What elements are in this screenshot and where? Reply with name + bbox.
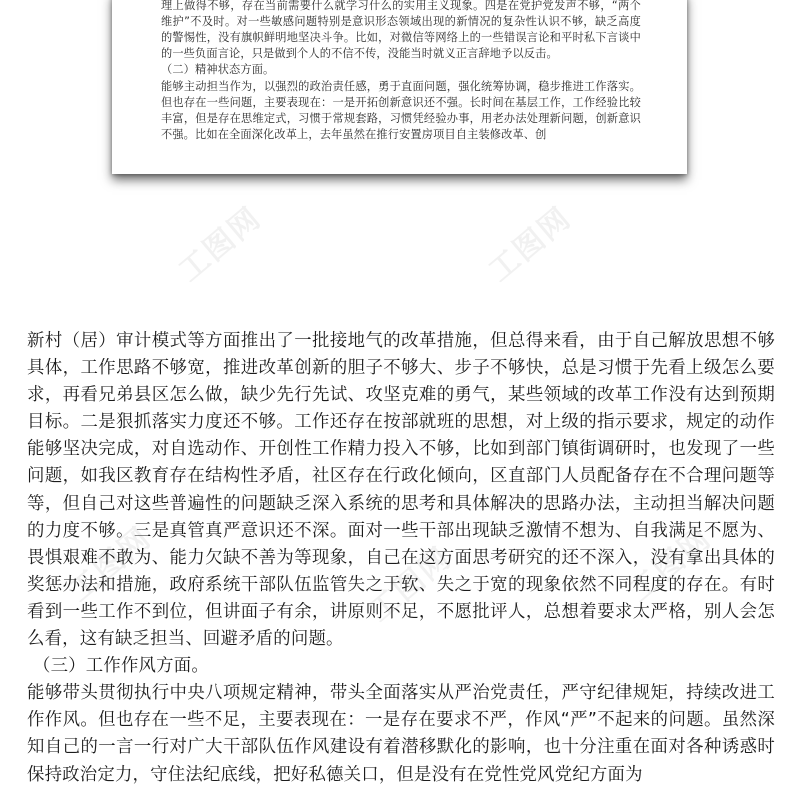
document-preview-card xyxy=(112,0,687,174)
watermark-text: 工图网 xyxy=(362,540,459,629)
preview-section-heading: （二）精神状态方面。 xyxy=(161,63,275,77)
watermark-text: 工图网 xyxy=(62,520,159,609)
preview-paragraph: 能够主动担当作为，以强烈的政治责任感，勇于直面问题，强化统筹协调，稳步推进工作落实。但也存在一些问题，主要表现在：一是开拓创新意识还不强。长时间在基层工作，工作经验比较丰富，但是存在思维定式，习惯于常规套路，习惯凭经验办事，用老办法处理新问题，创新意识不强。比如在全面深化改革上，去年虽然在推行安置房项目自主装修改革、创 xyxy=(161,79,641,141)
preview-paragraph: 理上做得不够，存在当前需要什么就学习什么的实用主义现象。四是在党护党发声不够，“两个维护”不及时。对一些敏感问题特别是意识形态领域出现的新情况的复杂性认识不够，缺乏高度的警惕性，没有旗帜鲜明地坚决斗争。比如，对微信等网络上的一些错误言论和平时私下言谈中的一些负面言论，只是做到个人的不信不传，没能当时就义正言辞地予以反击。 xyxy=(161,0,641,61)
watermark-text: 工图网 xyxy=(622,520,719,609)
watermark-text: 工图网 xyxy=(482,200,579,289)
preview-text-block xyxy=(161,0,641,143)
body-paragraph: 能够带头贯彻执行中央八项规定精神，带头全面落实从严治党责任，严守纪律规矩，持续改进工作作风。但也存在一些不足，主要表现在：一是存在要求不严，作风“严”不起来的问题。虽然深知自己的一言一行对广大干部队伍作风建设有着潜移默化的影响，也十分注重在面对各种诱惑时保持政治定力，守住法纪底线，把好私德关口，但是没有在党性党风党纪方面为 xyxy=(27,683,775,785)
document-body xyxy=(27,328,775,789)
watermark-text: 工图网 xyxy=(172,200,269,289)
body-paragraph: 新村（居）审计模式等方面推出了一批接地气的改革措施，但总得来看，由于自己解放思想不够具体，工作思路不够宽，推进改革创新的胆子不够大、步子不够快，总是习惯于先看上级怎么要求，再看兄弟县区怎么做，缺少先行先试、攻坚克难的勇气，某些领域的改革工作没有达到预期目标。二是狠抓落实力度还不够。工作还存在按部就班的思想，对上级的指示要求，规定的动作能够坚决完成，对自选动作、开创性工作精力投入不够，比如到部门镇街调研时，也发现了一些问题，如我区教育存在结构性矛盾，社区存在行政化倾向，区直部门人员配备存在不合理问题等等，但自己对这些普遍性的问题缺乏深入系统的思考和具体解决的思路办法，主动担当解决问题的力度不够。三是真管真严意识还不深。面对一些干部出现缺乏激情不想为、自我满足不愿为、畏惧艰难不敢为、能力欠缺不善为等现象，自己在这方面思考研究的还不深入，没有拿出具体的奖惩办法和措施，政府系统干部队伍监管失之于软、失之于宽的现象依然不同程度的存在。有时看到一些工作不到位，但讲面子有余，讲原则不足，不愿批评人，总想着要求太严格，别人会怎么看，这有缺乏担当、回避矛盾的问题。 xyxy=(27,331,775,650)
section-heading: （三）工作作风方面。 xyxy=(33,656,209,677)
